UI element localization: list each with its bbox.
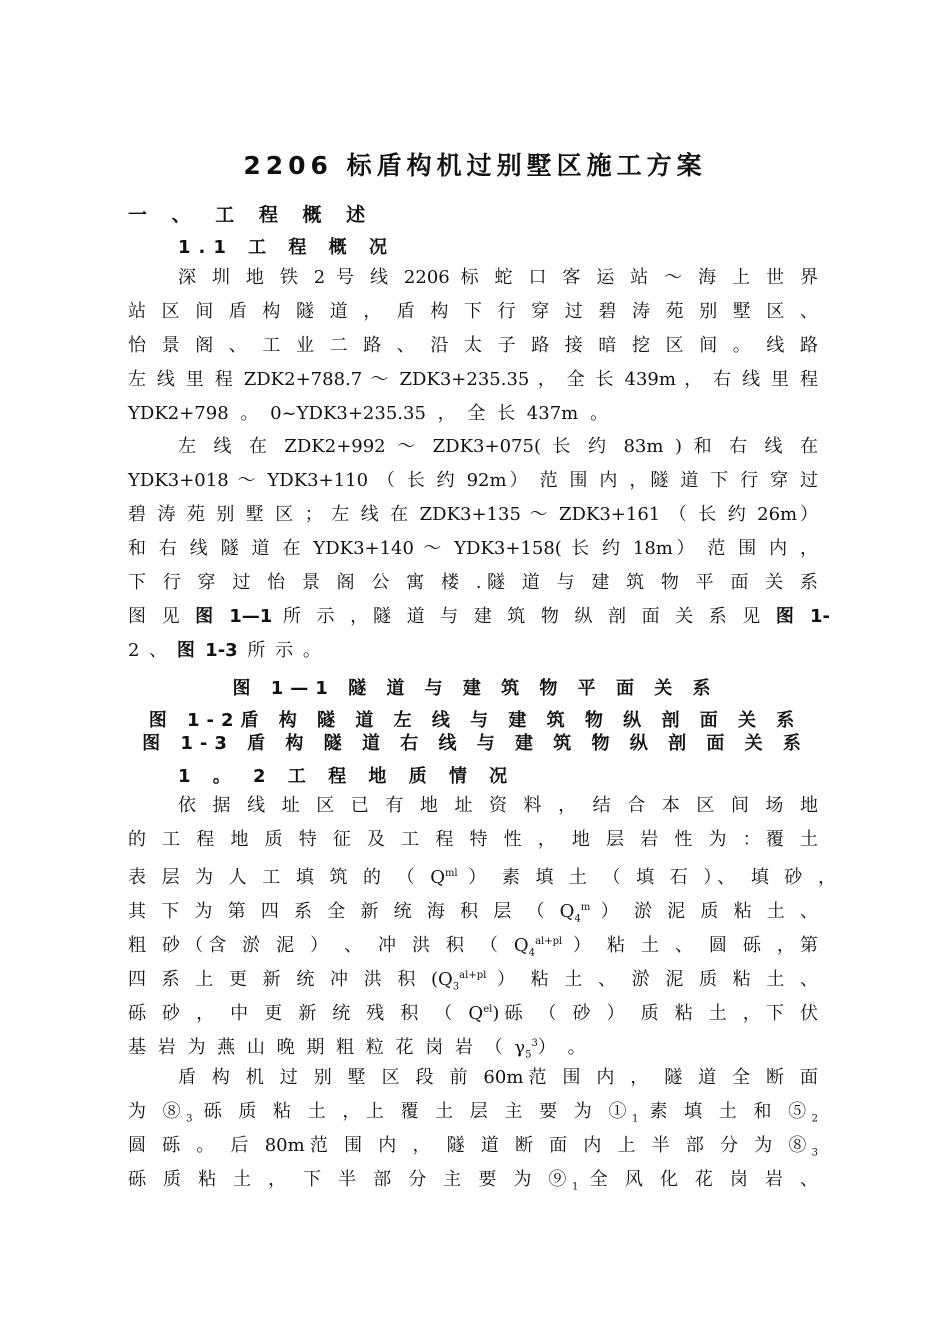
paragraph-line: 砾 砂 ， 中 更 新 统 残 积 （ $Q^{el}$)砾 （ 砂 ） 质 粘 土 ，下 伏: [128, 1003, 818, 1024]
paragraph-line: 碧 涛 苑 别 墅 区 ； 左 线 在 ZDK3+135 ～ ZDK3+161 （ 长 约 26m）: [128, 504, 818, 525]
paragraph-line: 怡 景 阁 、 工 业 二 路 、 沿 太 子 路 接 暗 挖 区 间 。 线 路: [128, 335, 818, 356]
paragraph-line: 下 行 穿 过 怡 景 阁 公 寓 楼 .隧 道 与 建 筑 物 平 面 关 系: [128, 572, 818, 593]
paragraph-line: 基 岩 为 燕 山 晚 期 粗 粒 花 岗 岩 （ $\gamma_5^3$） 。: [128, 1037, 586, 1061]
figure-reference: 图 1-: [775, 606, 830, 627]
paragraph-line: 图 见 图 1—1 所 示 ，隧 道 与 建 筑 物 纵 剖 面 关 系 见 图 1-: [128, 606, 830, 627]
paragraph-line: 站 区 间 盾 构 隧 道 ， 盾 构 下 行 穿 过 碧 涛 苑 别 墅 区 、: [128, 301, 818, 322]
subsection-heading-1-1: 1.1 工 程 概 况: [178, 237, 395, 258]
figure-caption: 图 1-2盾 构 隧 道 左 线 与 建 筑 物 纵 剖 面 关 系: [148, 710, 802, 731]
figure-reference: 图 1—1: [195, 606, 273, 627]
paragraph-line: 左 线 里 程 ZDK2+788.7 ～ ZDK3+235.35 ， 全 长 439m ， 右 线 里 程: [128, 369, 818, 390]
paragraph-line: 其 下 为 第 四 系 全 新 统 海 积 层 （ $Q_4^m$ ） 淤 泥 质 粘 土 、: [128, 901, 818, 925]
paragraph-line: 左 线 在 ZDK2+992 ～ ZDK3+075( 长 约 83m ) 和 右 线 在: [178, 436, 818, 457]
paragraph-line: 圆 砾 。 后 80m范 围 内 ， 隧 道 断 面 内 上 半 部 分 为 $⑧_3$: [128, 1135, 818, 1159]
subsection-heading-1-2: 1 。 2 工 程 地 质 情 况: [178, 766, 516, 787]
paragraph-line: YDK3+018 ～ YDK3+110 （ 长 约 92m） 范 围 内 ，隧 道 下 行 穿 过: [128, 470, 818, 491]
paragraph-line: 盾 构 机 过 别 墅 区 段 前 60m范 围 内 ， 隧 道 全 断 面: [178, 1067, 818, 1088]
paragraph-line: 粗 砂（含 淤 泥 ） 、 冲 洪 积 （ $Q_4^{al+pl}$ ） 粘 土 、 圆 砾 ，第: [128, 935, 818, 959]
figure-reference: 图 1-3: [176, 640, 238, 661]
section-heading-overview: 一 、 工 程 概 述: [128, 204, 375, 226]
paragraph-line: 为 $⑧_3$ 砾 质 粘 土 ，上 覆 土 层 主 要 为 $①_1$ 素 填 土 和 $⑤_2$: [128, 1101, 818, 1125]
paragraph-line: 2 、 图 1-3 所 示 。: [128, 640, 321, 661]
paragraph-line: 的 工 程 地 质 特 征 及 工 程 特 性 ， 地 层 岩 性 为 ：覆 土: [128, 829, 818, 850]
figure-caption: 图 1—1 隧 道 与 建 筑 物 平 面 关 系: [232, 678, 718, 699]
paragraph-line: 表 层 为 人 工 填 筑 的 （ $Q^{ml}$ ） 素 填 土 （ 填 石 ）、 填 砂 ，: [128, 867, 836, 888]
paragraph-line: 和 右 线 隧 道 在 YDK3+140 ～ YDK3+158( 长 约 18m） 范 围 内 ，: [128, 538, 818, 559]
paragraph-line: 深 圳 地 铁 2 号 线 2206 标 蛇 口 客 运 站 ～ 海 上 世 界: [178, 267, 818, 288]
paragraph-line: 依 据 线 址 区 已 有 地 址 资 料 ， 结 合 本 区 间 场 地: [178, 795, 818, 816]
paragraph-line: 四 系 上 更 新 统 冲 洪 积 ($Q_3^{al+pl}$ ） 粘 土 、 淤 泥 质 粘 土 、: [128, 969, 818, 993]
figure-caption: 图 1-3 盾 构 隧 道 右 线 与 建 筑 物 纵 剖 面 关 系: [142, 733, 808, 754]
document-title: 2206 标盾构机过别墅区施工方案: [243, 151, 707, 180]
paragraph-line: YDK2+798 。 0~YDK3+235.35 ， 全 长 437m 。: [128, 403, 608, 424]
paragraph-line: 砾 质 粘 土 ， 下 半 部 分 主 要 为 $⑨_1$ 全 风 化 花 岗 岩 、: [128, 1169, 818, 1193]
